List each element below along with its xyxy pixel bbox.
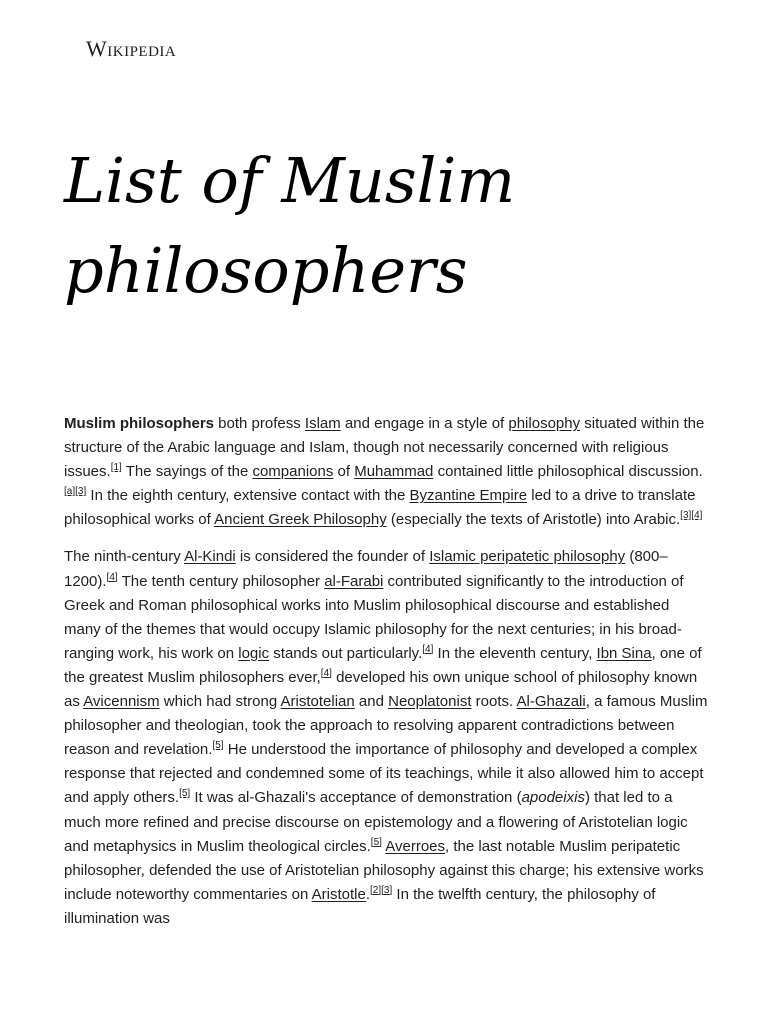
- text-run: led to a drive to translate philosophical works of: [64, 487, 696, 529]
- citation-link[interactable]: [3]: [680, 510, 692, 522]
- text-run: and engage in a style of: [340, 415, 509, 432]
- text-run: ) that led to a much more refined and precise discourse on epistemology and a flowering of Aristotelian logic and metaphysics in Muslim theological circles.: [64, 789, 688, 855]
- paragraph-2: [64, 545, 708, 931]
- text-run: In the eighth century, extensive contact with the: [86, 487, 410, 505]
- text-run: is considered the founder of: [235, 548, 430, 566]
- citation-ref: [422, 644, 433, 655]
- link-ibn-sina[interactable]: Ibn Sina: [596, 644, 652, 662]
- text-run: (800–1200).: [64, 548, 668, 590]
- link-neoplatonist[interactable]: Neoplatonist: [388, 693, 472, 711]
- link-logic[interactable]: logic: [238, 644, 270, 662]
- text-run: of: [333, 463, 355, 481]
- text-run: The tenth century philosopher: [117, 572, 325, 590]
- link-aristotelian[interactable]: Aristotelian: [280, 693, 355, 711]
- text-run: stands out particularly.: [269, 644, 423, 662]
- citation-ref: [691, 510, 702, 521]
- link-avicennism[interactable]: Avicennism: [83, 693, 160, 711]
- text-run: contained little philosophical discussion.: [433, 463, 703, 481]
- citation-link[interactable]: [2]: [370, 884, 382, 896]
- citation-ref: [111, 462, 122, 473]
- citation-link[interactable]: [4]: [691, 510, 703, 522]
- citation-ref: [381, 885, 392, 896]
- text-run: , the last notable Muslim peripatetic philosopher, defended the use of Aristotelian philosophy against this charge; his extensive works include noteworthy commentaries on: [64, 837, 704, 903]
- citation-link[interactable]: [3]: [75, 486, 87, 498]
- text-run: contributed significantly to the introduction of Greek and Roman philosophical works into Muslim philosophical discourse and established many of the themes that would occupy Islamic philosophy for the next centuries; in his broad-ranging work, his work on: [64, 572, 684, 662]
- text-run: developed his own unique school of philosophy known as: [64, 668, 698, 711]
- citation-ref: [212, 740, 223, 751]
- citation-link[interactable]: [5]: [179, 788, 191, 800]
- citation-ref: [64, 486, 75, 497]
- citation-link[interactable]: [4]: [106, 571, 118, 583]
- citation-link[interactable]: [5]: [212, 740, 224, 752]
- link-islam[interactable]: Islam: [304, 415, 341, 432]
- article-body: [64, 412, 708, 944]
- citation-ref: [75, 486, 86, 497]
- link-islamic-peripatetic-philosophy[interactable]: Islamic peripatetic philosophy: [429, 548, 626, 566]
- paragraph-1: [64, 412, 708, 532]
- citation-ref: [370, 885, 381, 896]
- text-run: In the eleventh century,: [433, 644, 597, 662]
- text-run: situated within the structure of the Arabic language and Islam, though not necessarily concerned with religious issues.: [64, 415, 705, 481]
- bold-term: Muslim philosophers: [64, 415, 215, 432]
- link-companions[interactable]: companions: [252, 463, 334, 481]
- text-run: The ninth-century: [64, 548, 185, 566]
- citation-link[interactable]: [5]: [370, 836, 382, 848]
- citation-ref: [107, 572, 118, 583]
- link-al-ghazali[interactable]: Al-Ghazali: [516, 693, 586, 711]
- text-run: both profess: [214, 415, 305, 432]
- citation-link[interactable]: [3]: [381, 884, 393, 896]
- link-aristotle[interactable]: Aristotle: [311, 885, 366, 903]
- wikipedia-wordmark-logo[interactable]: Wikipedia: [86, 36, 177, 61]
- citation-link[interactable]: [4]: [422, 643, 434, 655]
- page-title: List of Muslim philosophers: [64, 144, 516, 307]
- link-ancient-greek-philosophy[interactable]: Ancient Greek Philosophy: [214, 511, 387, 529]
- citation-link[interactable]: [1]: [110, 462, 122, 474]
- link-averroes[interactable]: Averroes: [385, 837, 446, 855]
- citation-link[interactable]: [4]: [320, 667, 332, 679]
- citation-link[interactable]: [a]: [64, 486, 76, 498]
- link-al-farabi[interactable]: al-Farabi: [324, 572, 384, 590]
- text-run: , a famous Muslim philosopher and theologian, took the approach to resolving apparent contradictions between reason and revelation.: [64, 693, 708, 759]
- citation-ref: [680, 510, 691, 521]
- text-run: , one of the greatest Muslim philosophers ever,: [64, 644, 702, 686]
- text-run: He understood the importance of philosophy and developed a complex response that rejected and condemned some of its teachings, while it also allowed him to accept and apply others.: [64, 741, 704, 807]
- text-run: (especially the texts of Aristotle) into Arabic.: [386, 511, 681, 529]
- citation-ref: [371, 837, 382, 848]
- citation-ref: [179, 788, 190, 799]
- link-byzantine-empire[interactable]: Byzantine Empire: [409, 487, 528, 505]
- italic-term: apodeixis: [521, 789, 585, 807]
- text-run: which had strong: [159, 693, 281, 711]
- text-run: In the twelfth century, the philosophy of illumination was: [64, 885, 656, 927]
- text-run: It was al-Ghazali's acceptance of demonstration (: [190, 789, 522, 807]
- text-run: roots.: [471, 693, 517, 711]
- link-muhammad[interactable]: Muhammad: [354, 463, 434, 481]
- link-al-kindi[interactable]: Al-Kindi: [184, 548, 236, 566]
- text-run: and: [354, 693, 389, 711]
- text-run: .: [365, 885, 370, 903]
- link-philosophy[interactable]: philosophy: [508, 415, 581, 432]
- text-run: The sayings of the: [121, 463, 253, 481]
- citation-ref: [321, 668, 332, 679]
